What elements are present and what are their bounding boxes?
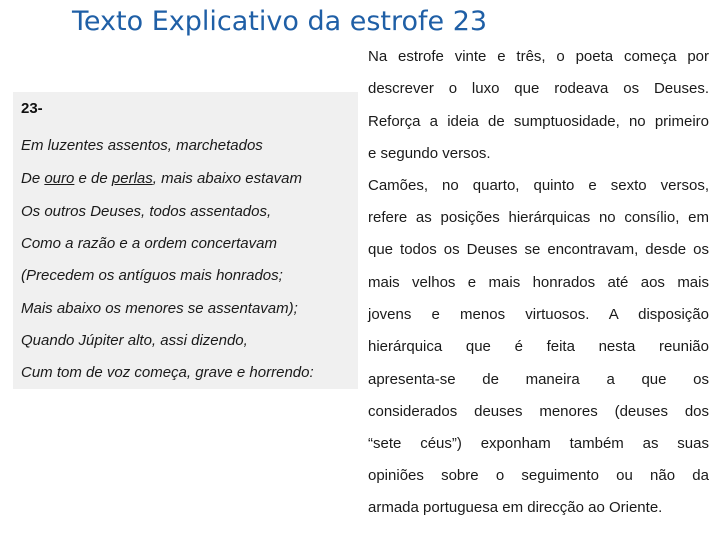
verse-text: Mais abaixo os menores se assentavam);: [21, 300, 298, 317]
verse-line-8: [21, 364, 314, 381]
underlined-word-ouro: ouro: [44, 170, 75, 187]
explanation-line: jovens e menos virtuosos. A disposição: [368, 306, 709, 323]
verse-text: De: [21, 170, 45, 187]
verse-text: Quando Júpiter alto, assi dizendo,: [21, 332, 248, 349]
verse-text: Os outros Deuses, todos assentados,: [21, 203, 272, 220]
verse-text: Cum tom de voz começa, grave e horrendo:: [21, 364, 314, 381]
underlined-word-perlas: perlas: [111, 170, 153, 187]
explanation-line: que todos os Deuses se encontravam, desde os: [368, 241, 709, 258]
explanation-line: Reforça a ideia de sumptuosidade, no primeiro: [368, 113, 709, 130]
verse-line-6: [21, 300, 298, 317]
explanation-line: Na estrofe vinte e três, o poeta começa por: [368, 48, 709, 65]
explanation-line: descrever o luxo que rodeava os Deuses.: [368, 80, 709, 97]
explanation-line: refere as posições hierárquicas no consílio, em: [368, 209, 709, 226]
verse-line-7: [21, 332, 248, 349]
explanation-line: mais velhos e mais honrados até aos mais: [368, 274, 709, 291]
verse-text: Como a razão e a ordem concertavam: [21, 235, 277, 252]
explanation-line: apresenta-se de maneira a que os: [368, 371, 709, 388]
explanation-line: hierárquica que é feita nesta reunião: [368, 338, 709, 355]
verse-line-3: [21, 203, 271, 220]
verse-line-5: [21, 267, 283, 284]
verse-line-1: [21, 137, 263, 154]
explanation-line: e segundo versos.: [368, 145, 491, 162]
explanation-line: Camões, no quarto, quinto e sexto versos,: [368, 177, 709, 194]
verse-text: , mais abaixo estavam: [152, 170, 302, 187]
explanation-line: armada portuguesa em direcção ao Oriente.: [368, 499, 663, 516]
explanation-line: opiniões sobre o seguimento ou não da: [368, 467, 709, 484]
verse-line-4: [21, 235, 277, 252]
verse-text: e de: [74, 170, 112, 187]
verse-text: (Precedem os antíguos mais honrados;: [21, 267, 283, 284]
page-title: Texto Explicativo da estrofe 23: [72, 6, 488, 37]
explanation-line: considerados deuses menores (deuses dos: [368, 403, 709, 420]
verse-line-2: [21, 170, 302, 187]
explanation-line: “sete céus”) exponham também as suas: [368, 435, 709, 452]
verse-text: Em luzentes assentos, marchetados: [21, 137, 263, 154]
stanza-number: 23-: [21, 100, 43, 117]
